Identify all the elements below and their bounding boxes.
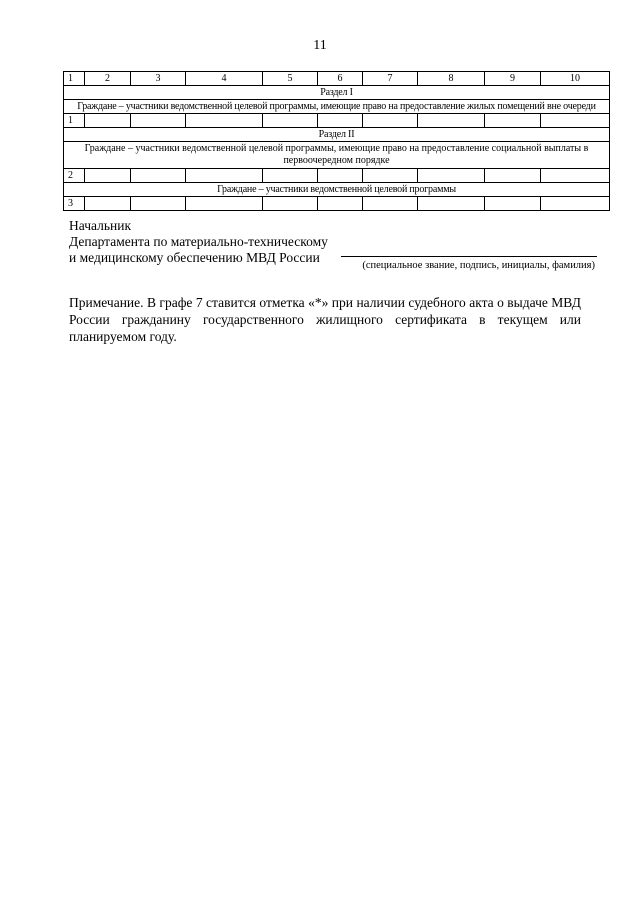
section-1-description: Граждане – участники ведомственной целевой программы, имеющие право на предоставление жилых помещений вне очереди [64, 100, 610, 114]
table-cell [541, 169, 610, 183]
row-number: 1 [64, 114, 85, 128]
table-cell [131, 114, 186, 128]
signature-position-line-3: и медицинскому обеспечению МВД России [69, 250, 320, 265]
table-cell [263, 114, 318, 128]
table-cell [85, 114, 131, 128]
table-row [64, 197, 610, 211]
form-table [63, 71, 610, 211]
table-cell [485, 114, 541, 128]
table-cell [263, 169, 318, 183]
note-paragraph: Примечание. В графе 7 ставится отметка «*» при наличии судебного акта о выдаче МВД России гражданину государственного жилищного сертификата в текущем или планируемом году. [69, 295, 581, 344]
table-cell [186, 114, 263, 128]
signature-position-line-1: Начальник [69, 218, 132, 233]
section-1-title: Раздел I [64, 86, 610, 100]
column-number: 6 [318, 72, 363, 86]
table-cell [541, 197, 610, 211]
column-number: 10 [541, 72, 610, 86]
column-number: 1 [64, 72, 85, 86]
table-cell [131, 169, 186, 183]
table-cell [363, 197, 418, 211]
table-cell [418, 197, 485, 211]
section-2-description: Граждане – участники ведомственной целевой программы, имеющие право на предоставление социальной выплаты в первоочередном порядке [64, 142, 610, 169]
table-cell [318, 169, 363, 183]
table-cell [263, 197, 318, 211]
table-cell [318, 197, 363, 211]
table-cell [318, 114, 363, 128]
section-3-description: Граждане – участники ведомственной целевой программы [64, 183, 610, 197]
table-row [64, 169, 610, 183]
table-cell [85, 169, 131, 183]
column-number: 4 [186, 72, 263, 86]
column-number: 8 [418, 72, 485, 86]
page-number: 11 [313, 38, 327, 53]
column-number: 9 [485, 72, 541, 86]
column-number: 7 [363, 72, 418, 86]
row-number: 2 [64, 169, 85, 183]
table-cell [485, 169, 541, 183]
signature-block [69, 218, 328, 266]
table-cell [418, 114, 485, 128]
table-cell [186, 169, 263, 183]
section-description-row [64, 100, 610, 114]
table-cell [363, 114, 418, 128]
table-cell [131, 197, 186, 211]
table-cell [85, 197, 131, 211]
column-number: 5 [263, 72, 318, 86]
table-cell [186, 197, 263, 211]
section-2-title: Раздел II [64, 128, 610, 142]
section-title-row [64, 86, 610, 100]
table-row [64, 114, 610, 128]
table-cell [541, 114, 610, 128]
row-number: 3 [64, 197, 85, 211]
column-number: 2 [85, 72, 131, 86]
signature-position-line-2: Департамента по материально-техническому [69, 234, 328, 249]
signature-caption: (специальное звание, подпись, инициалы, фамилия) [362, 260, 595, 271]
column-number-row [64, 72, 610, 86]
section-title-row [64, 128, 610, 142]
table-cell [418, 169, 485, 183]
section-description-row [64, 183, 610, 197]
column-number: 3 [131, 72, 186, 86]
table-cell [485, 197, 541, 211]
table-cell [363, 169, 418, 183]
section-description-row [64, 142, 610, 169]
signature-line [341, 256, 597, 257]
